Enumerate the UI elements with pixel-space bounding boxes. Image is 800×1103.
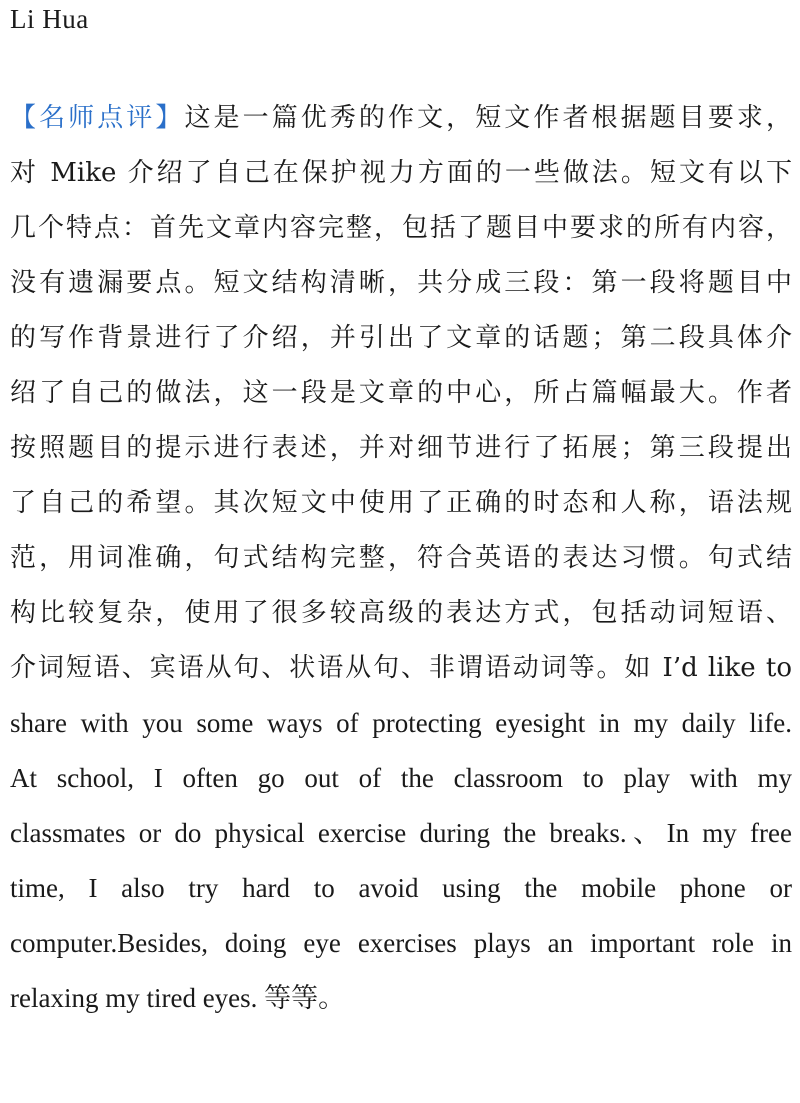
review-line: 构比较复杂，使用了很多较高级的表达方式，包括动词短语、: [10, 598, 792, 628]
review-line: 了自己的希望。其次短文中使用了正确的时态和人称，语法规: [10, 488, 792, 518]
review-line: 介词短语、宾语从句、状语从句、非谓语动词等。如 I’d like to: [10, 653, 792, 683]
example-line: computer.Besides, doing eye exercises plays an important role in: [10, 928, 792, 958]
review-line: 范，用词准确，句式结构完整，符合英语的表达习惯。句式结: [10, 543, 792, 573]
review-line: 绍了自己的做法，这一段是文章的中心，所占篇幅最大。作者: [10, 378, 792, 408]
review-tag: 【名师点评】: [10, 103, 185, 133]
review-line: 几个特点：首先文章内容完整，包括了题目中要求的所有内容，: [10, 213, 792, 243]
example-line: classmates or do physical exercise during the breaks.、In my free: [10, 818, 792, 848]
review-line: 按照题目的提示进行表述，并对细节进行了拓展；第三段提出: [10, 433, 792, 463]
review-line: 没有遗漏要点。短文结构清晰，共分成三段：第一段将题目中: [10, 268, 792, 298]
example-line: At school, I often go out of the classroom to play with my: [10, 763, 792, 793]
example-line: share with you some ways of protecting eyesight in my daily life.: [10, 708, 792, 738]
example-line: relaxing my tired eyes. 等等。: [10, 983, 346, 1013]
review-line: 对 Mike 介绍了自己在保护视力方面的一些做法。短文有以下: [10, 158, 792, 188]
author-name: Li Hua: [10, 4, 89, 34]
example-line: time, I also try hard to avoid using the mobile phone or: [10, 873, 792, 903]
review-line: [10, 101, 792, 135]
review-line-text: 这是一篇优秀的作文，短文作者根据题目要求，: [184, 103, 792, 133]
review-line: 的写作背景进行了介绍，并引出了文章的话题；第二段具体介: [10, 323, 792, 353]
